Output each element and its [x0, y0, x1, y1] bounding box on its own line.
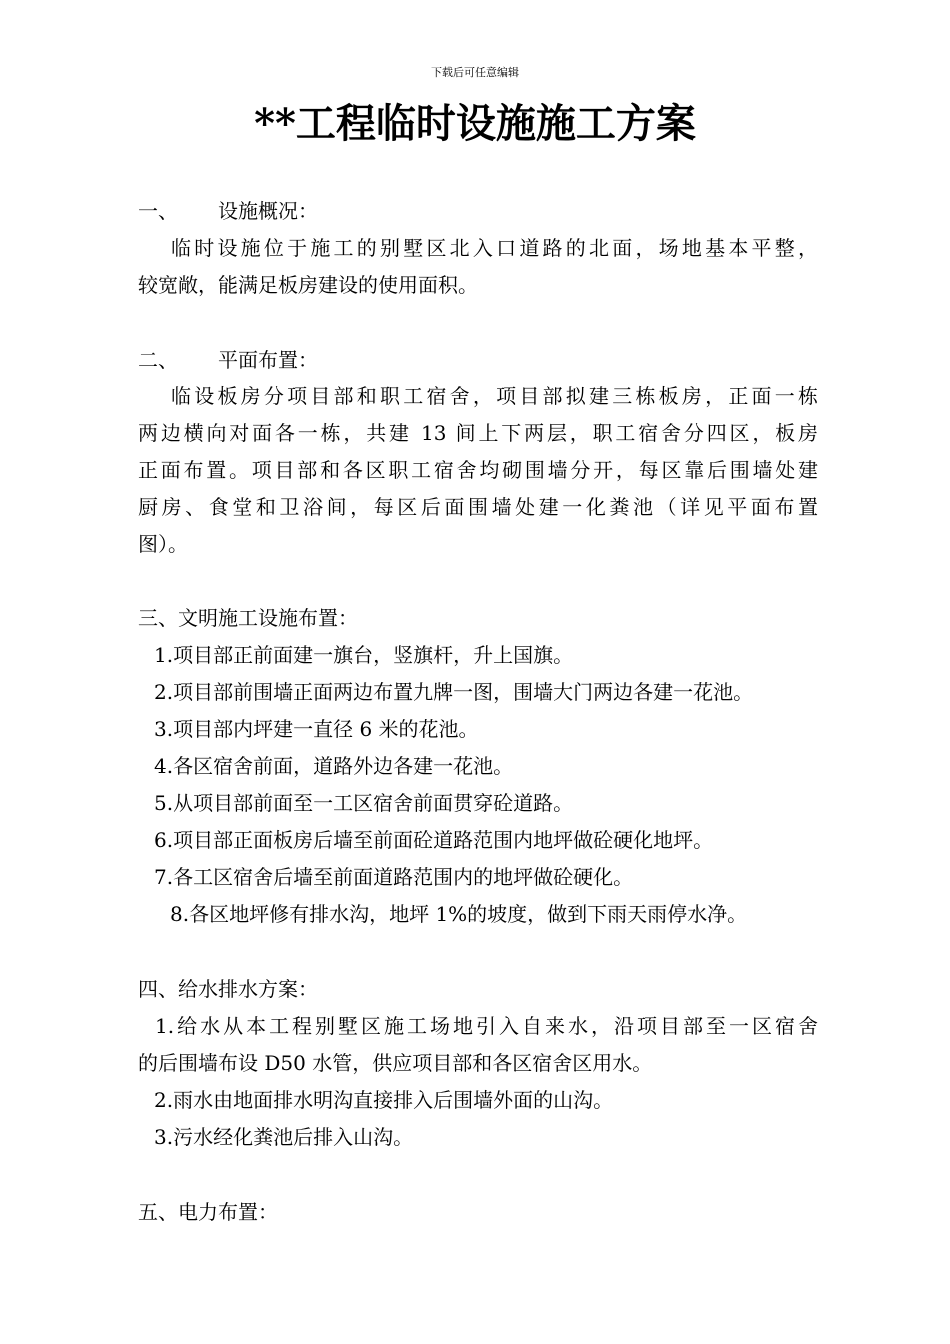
section-2-paragraph-line: 临设板房分项目部和职工宿舍，项目部拟建三栋板房，正面一栋 — [171, 384, 818, 408]
section-2-paragraph-line: 厨房、食堂和卫浴间，每区后面围墙处建一化粪池（详见平面布置 — [138, 495, 818, 519]
section-4-heading: 四、给水排水方案： — [138, 977, 318, 1001]
section-4-paragraph-line: 2.雨水由地面排水明沟直接排入后围墙外面的山沟。 — [154, 1088, 614, 1112]
section-1-paragraph-line: 较宽敞，能满足板房建设的使用面积。 — [138, 273, 478, 297]
section-3-list-item: 4.各区宿舍前面，道路外边各建一花池。 — [154, 754, 514, 778]
section-2-paragraph-line: 图）。 — [138, 532, 188, 556]
header-note: 下载后可任意编辑 — [431, 66, 519, 79]
section-4-paragraph-line: 1.给水从本工程别墅区施工场地引入自来水，沿项目部至一区宿舍 — [155, 1014, 818, 1038]
section-4-paragraph-line: 的后围墙布设 D50 水管，供应项目部和各区宿舍区用水。 — [138, 1051, 653, 1075]
section-1-heading — [138, 196, 818, 226]
section-1-paragraph-line: 临时设施位于施工的别墅区北入口道路的北面，场地基本平整， — [171, 236, 818, 260]
section-3-list-item: 1.项目部正前面建一旗台，竖旗杆，升上国旗。 — [154, 643, 574, 667]
section-2-heading — [138, 345, 818, 375]
section-3-list-item: 3.项目部内坪建一直径 6 米的花池。 — [154, 717, 479, 741]
section-3-list-item: 5.从项目部前面至一工区宿舍前面贯穿砼道路。 — [154, 791, 574, 815]
section-2-paragraph-line: 正面布置。项目部和各区职工宿舍均砌围墙分开，每区靠后围墙处建 — [138, 458, 818, 482]
section-3-list-item: 6.项目部正面板房后墙至前面砼道路范围内地坪做砼硬化地坪。 — [154, 828, 714, 852]
section-3-list-item: 7.各工区宿舍后墙至前面道路范围内的地坪做砼硬化。 — [154, 865, 634, 889]
section-3-list-item: 2.项目部前围墙正面两边布置九牌一图，围墙大门两边各建一花池。 — [154, 680, 754, 704]
section-5-heading: 五、电力布置： — [138, 1200, 278, 1224]
section-2-paragraph-line: 两边横向对面各一栋，共建 13 间上下两层，职工宿舍分四区，板房 — [138, 421, 818, 445]
section-3-list-item: 8.各区地坪修有排水沟，地坪 1%的坡度，做到下雨天雨停水净。 — [170, 902, 748, 926]
section-3-heading: 三、文明施工设施布置： — [138, 606, 358, 630]
document-title: **工程临时设施施工方案 — [254, 100, 696, 147]
section-2-number: 二、 — [138, 348, 178, 372]
section-2-title: 平面布置： — [218, 348, 318, 372]
section-1-number: 一、 — [138, 199, 178, 223]
section-4-paragraph-line: 3.污水经化粪池后排入山沟。 — [154, 1125, 414, 1149]
section-1-title: 设施概况： — [218, 199, 318, 223]
